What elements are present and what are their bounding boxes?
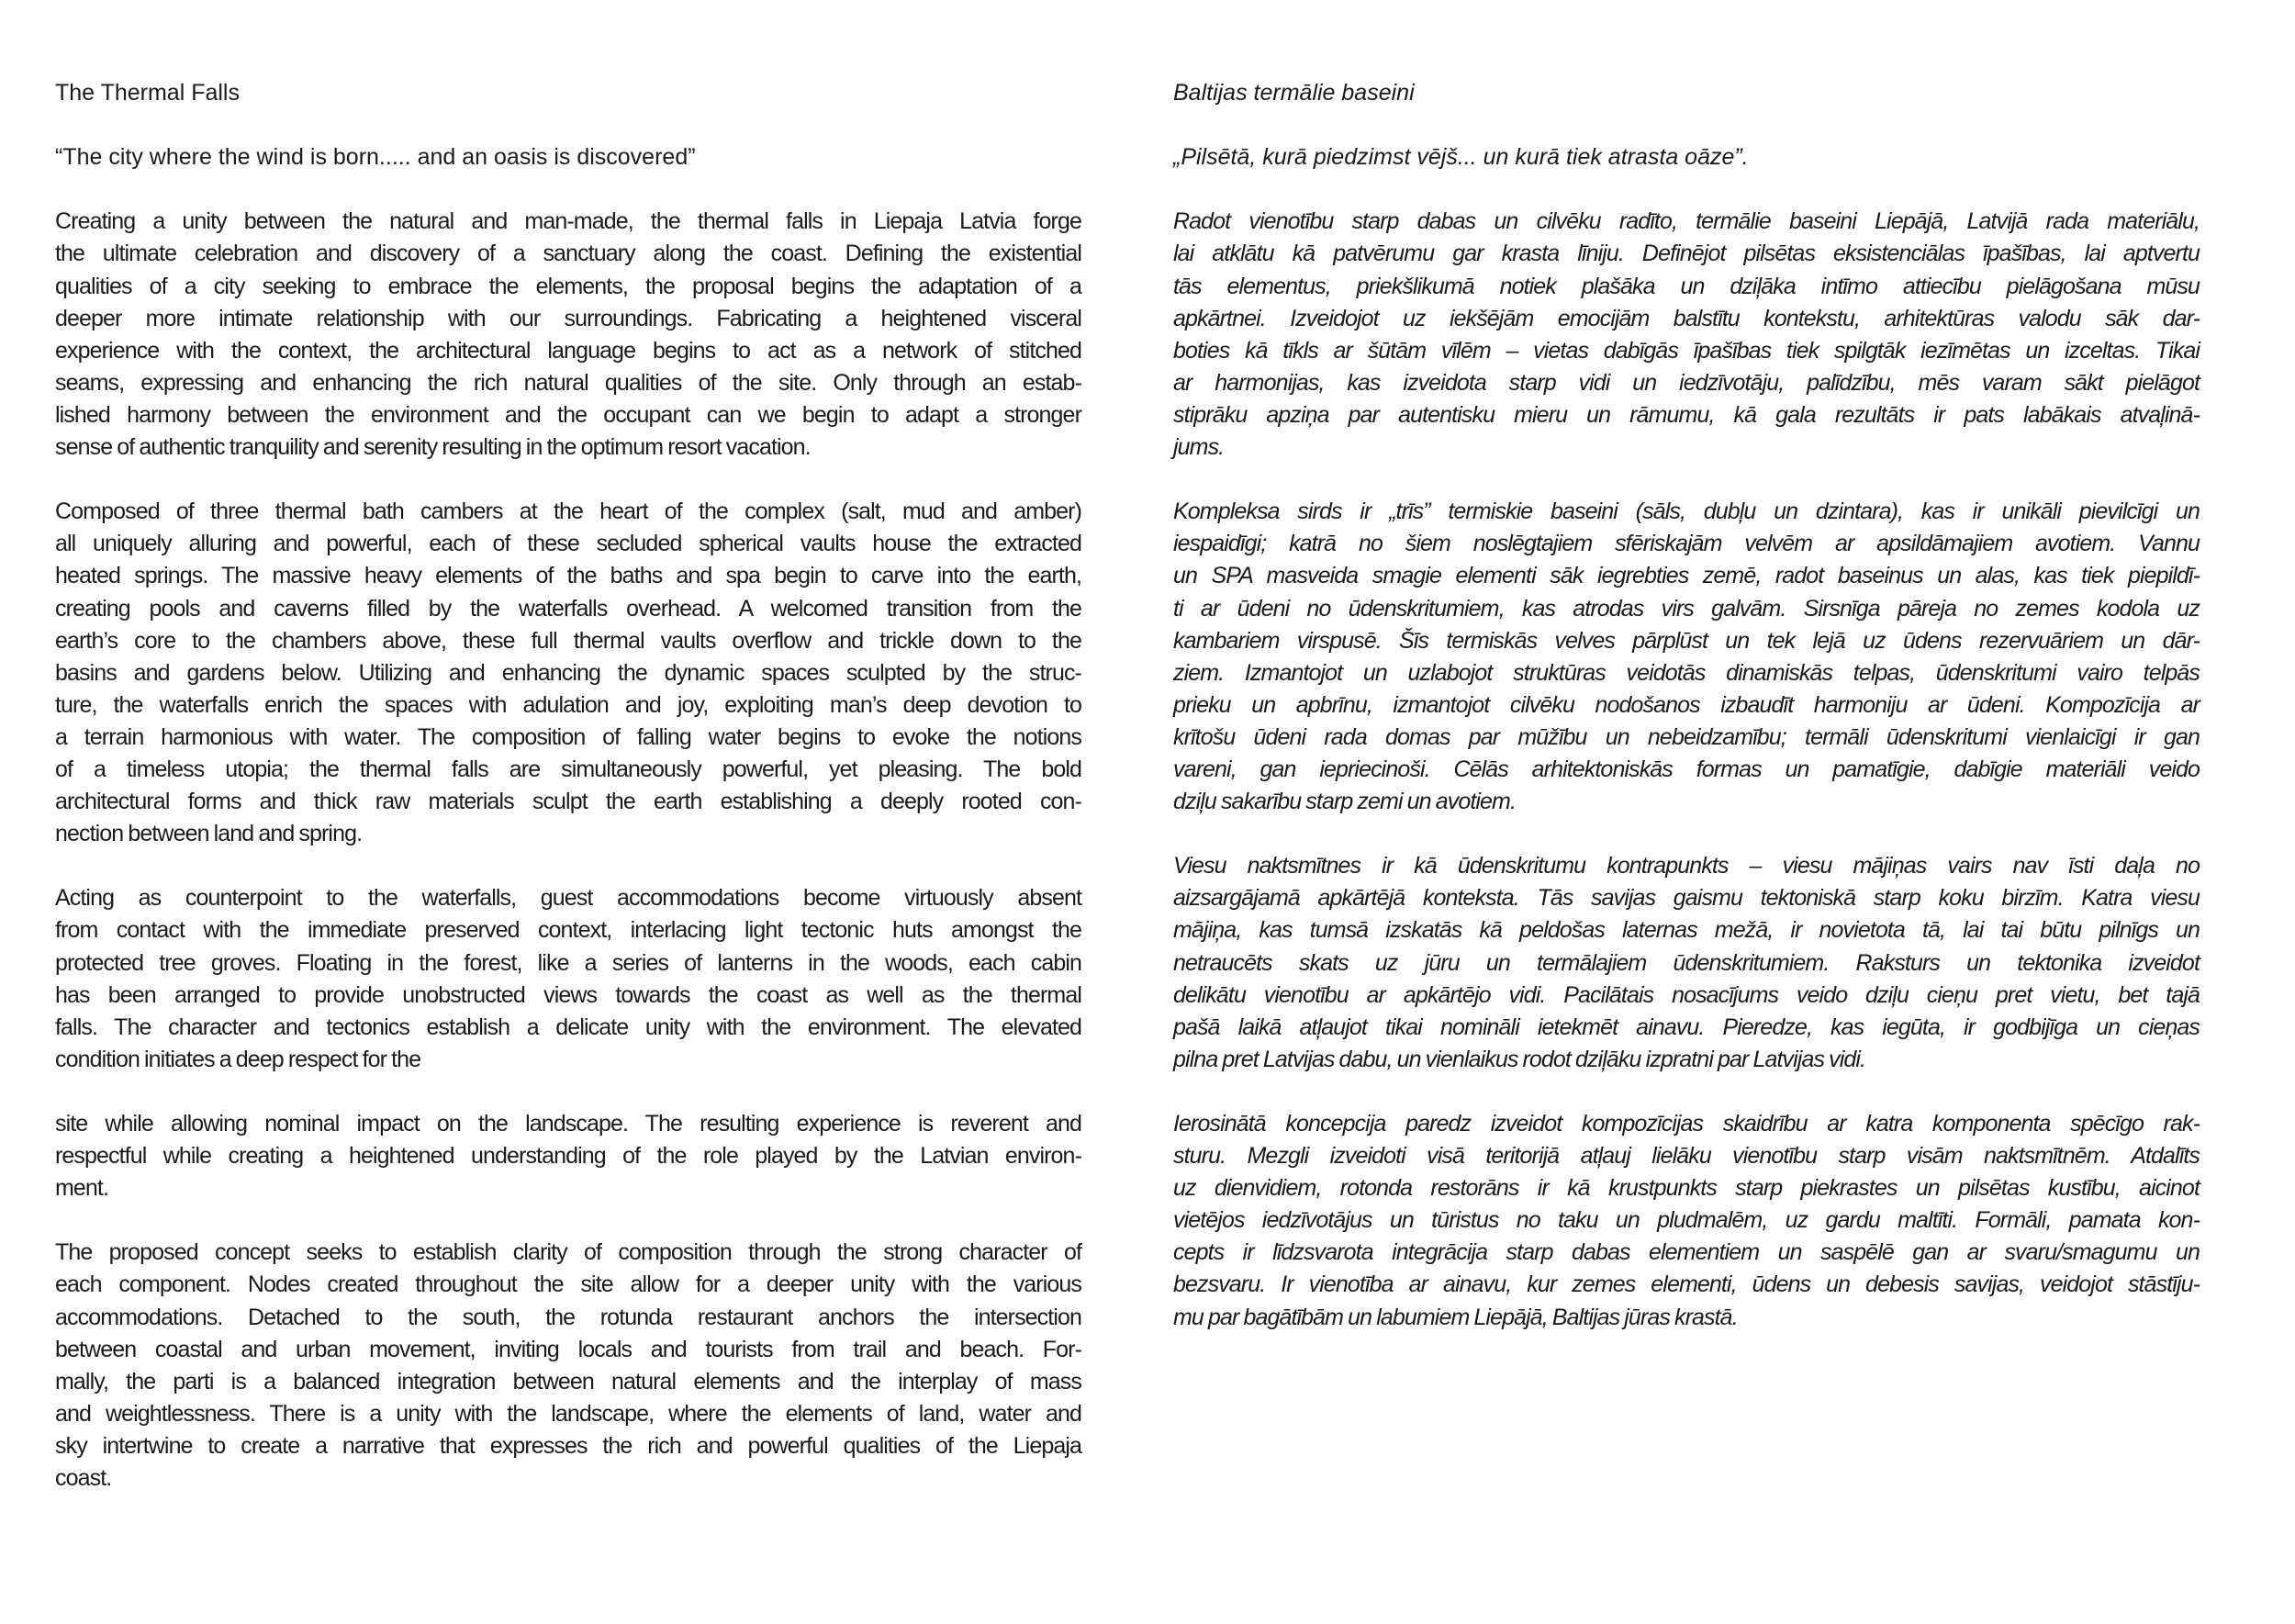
text-line: stiprāku apziņa par autentisku mieru un rāmumu, kā gala rezultāts ir pats labākais atvaļinā- xyxy=(1173,401,2200,428)
text-line: Ierosinātā koncepcija paredz izveidot kompozīcijas skaidrību ar katra komponenta spēcīgo rak- xyxy=(1173,1111,2200,1137)
english-column xyxy=(55,77,1081,1527)
text-line: ar harmonijas, kas izveidota starp vidi un iedzīvotāju, palīdzību, mēs varam sākt pielāgot xyxy=(1173,369,2200,396)
text-line: site while allowing nominal impact on the landscape. The resulting experience is reverent and xyxy=(55,1111,1081,1137)
latvian-paragraph xyxy=(1173,206,2200,464)
text-line: dziļu sakarību starp zemi un avotiem. xyxy=(1173,789,1516,815)
text-line: Viesu naktsmītnes ir kā ūdenskritumu kontrapunkts – viesu mājiņas vairs nav īsti daļa no xyxy=(1173,853,2200,879)
text-line: the ultimate celebration and discovery of a sanctuary along the coast. Defining the existential xyxy=(55,241,1081,267)
english-paragraph xyxy=(55,882,1081,1076)
text-line: tās elementus, priekšlikumā notiek plašāka un dziļāka intīmo attiecību pielāgošana mūsu xyxy=(1173,273,2200,299)
text-line: mājiņa, kas tumsā izskatās kā peldošas laternas mežā, ir novietota tā, lai tai būtu pilnīgs un xyxy=(1173,917,2200,944)
text-line: protected tree groves. Floating in the forest, like a series of lanterns in the woods, each cabin xyxy=(55,949,1081,976)
text-line: a terrain harmonious with water. The composition of falling water begins to evoke the notions xyxy=(55,723,1081,750)
text-line: all uniquely alluring and powerful, each of these secluded spherical vaults house the extracted xyxy=(55,531,1081,557)
text-line: uz dienvidiem, rotonda restorāns ir kā krustpunkts starp piekrastes un pilsētas kustību, aicinot xyxy=(1173,1175,2200,1202)
text-line: basins and gardens below. Utilizing and enhancing the dynamic spaces sculpted by the struc- xyxy=(55,659,1081,686)
text-line: krītošu ūdeni rada domas par mūžību un nebeidzamību; termāli ūdenskritumi vienlaicīgi ir gan xyxy=(1173,723,2200,750)
text-line: Acting as counterpoint to the waterfalls, guest accommodations become virtuously absent xyxy=(55,885,1081,912)
text-line: apkārtnei. Izveidojot uz iekšējām emocijām balstītu kontekstu, arhitektūras valodu sāk dar- xyxy=(1173,305,2200,331)
latvian-column xyxy=(1173,77,2200,1366)
text-line: sky intertwine to create a narrative that expresses the rich and powerful qualities of the Liepaja xyxy=(55,1432,1081,1459)
text-line: ti ar ūdeni no ūdenskritumiem, kas atrodas virs galvām. Sirsnīga pāreja no zemes kodola uz xyxy=(1173,595,2200,622)
document-title: The Thermal Falls xyxy=(55,80,240,106)
text-line: delikātu vienotību ar apkārtējo vidi. Pacilātais nosacījums veido dziļu cieņu pret vietu, bet tajā xyxy=(1173,981,2200,1008)
text-line: from contact with the immediate preserved context, interlacing light tectonic huts amongst the xyxy=(55,917,1081,944)
text-line: Kompleksa sirds ir „trīs” termiskie baseini (sāls, dubļu un dzintara), kas ir unikāli pievilcīgi un xyxy=(1173,498,2200,525)
text-line: kambariem virspusē. Šīs termiskās velves pārplūst un tek lejā uz ūdens rezervuāriem un dār- xyxy=(1173,627,2200,654)
text-line: jums. xyxy=(1173,434,1225,461)
text-line: vareni, gan iepriecinoši. Cēlās arhitektoniskās formas un pamatīgie, dabīgie materiāli veido xyxy=(1173,756,2200,782)
text-line: boties kā tīkls ar šūtām vīlēm – vietas dabīgās īpašības tiek spilgtāk iezīmētas un izceltas. Tikai xyxy=(1173,337,2200,364)
text-line: nection between land and spring. xyxy=(55,821,363,847)
text-line: heated springs. The massive heavy elements of the baths and spa begin to carve into the earth, xyxy=(55,563,1081,589)
text-line: mu par bagātībām un labumiem Liepājā, Baltijas jūras krastā. xyxy=(1173,1304,1738,1330)
text-line: deeper more intimate relationship with our surroundings. Fabricating a heightened visceral xyxy=(55,305,1081,331)
text-line: earth’s core to the chambers above, these full thermal vaults overflow and trickle down to the xyxy=(55,627,1081,654)
document-quote-latvian: „Pilsētā, kurā piedzimst vējš... un kurā tiek atrasta oāze”. xyxy=(1173,144,1749,171)
text-line: vietējos iedzīvotājus un tūristus no taku un pludmalēm, uz gardu maltīti. Formāli, pamata kon- xyxy=(1173,1207,2200,1234)
document-title-latvian: Baltijas termālie baseini xyxy=(1173,80,1415,106)
text-line: qualities of a city seeking to embrace the elements, the proposal begins the adaptation of a xyxy=(55,273,1081,299)
text-line: iespaidīgi; katrā no šiem noslēgtajiem sfēriskajām velvēm ar apsildāmajiem avotiem. Vannu xyxy=(1173,531,2200,557)
text-line: ziem. Izmantojot un uzlabojot struktūras veidotās dinamiskās telpas, ūdenskritumi vairo telpās xyxy=(1173,659,2200,686)
text-line: falls. The character and tectonics establish a delicate unity with the environment. The elevated xyxy=(55,1014,1081,1040)
latvian-paragraph xyxy=(1173,850,2200,1076)
document-quote: “The city where the wind is born..... and an oasis is discovered” xyxy=(55,144,696,171)
text-line: Radot vienotību starp dabas un cilvēku radīto, termālie baseini Liepājā, Latvijā rada materiālu, xyxy=(1173,208,2200,235)
text-line: un SPA masveida smagie elementi sāk iegrebties zemē, radot baseinus un alas, kas tiek piepildī- xyxy=(1173,563,2200,589)
text-line: Creating a unity between the natural and man-made, the thermal falls in Liepaja Latvia forge xyxy=(55,208,1081,235)
text-line: creating pools and caverns filled by the waterfalls overhead. A welcomed transition from the xyxy=(55,595,1081,622)
text-line: accommodations. Detached to the south, the rotunda restaurant anchors the intersection xyxy=(55,1304,1081,1330)
text-line: bezsvaru. Ir vienotība ar ainavu, kur zemes elementi, ūdens un debesis savijas, veidojot stāstīju- xyxy=(1173,1271,2200,1298)
text-line: experience with the context, the architectural language begins to act as a network of stitched xyxy=(55,337,1081,364)
text-line: of a timeless utopia; the thermal falls are simultaneously powerful, yet pleasing. The bold xyxy=(55,756,1081,782)
text-line: sturu. Mezgli izveidoti visā teritorijā atļauj lielāku vienotību starp visām naktsmītnēm. Atdalīts xyxy=(1173,1143,2200,1170)
latvian-body xyxy=(1173,206,2200,1333)
text-line: respectful while creating a heightened understanding of the role played by the Latvian environ- xyxy=(55,1143,1081,1170)
english-body xyxy=(55,206,1081,1495)
english-paragraph xyxy=(55,206,1081,464)
text-line: aizsargājamā apkārtējā konteksta. Tās savijas gaismu tektoniskā starp koku birzīm. Katra viesu xyxy=(1173,885,2200,912)
text-line: coast. xyxy=(55,1465,112,1492)
text-line: pilna pret Latvijas dabu, un vienlaikus rodot dziļāku izpratni par Latvijas vidi. xyxy=(1173,1046,1866,1072)
latvian-paragraph xyxy=(1173,1108,2200,1334)
text-line: architectural forms and thick raw materials sculpt the earth establishing a deeply rooted con- xyxy=(55,789,1081,815)
text-line: between coastal and urban movement, inviting locals and tourists from trail and beach. For- xyxy=(55,1336,1081,1362)
text-line: ture, the waterfalls enrich the spaces with adulation and joy, exploiting man’s deep devotion to xyxy=(55,691,1081,718)
text-line: Composed of three thermal bath cambers at the heart of the complex (salt, mud and amber) xyxy=(55,498,1081,525)
text-line: cepts ir līdzsvarota integrācija starp dabas elementiem un saspēlē gan ar svaru/smagumu un xyxy=(1173,1239,2200,1266)
english-paragraph xyxy=(55,1237,1081,1495)
english-paragraph xyxy=(55,496,1081,850)
latvian-paragraph xyxy=(1173,496,2200,818)
text-line: sense of authentic tranquility and serenity resulting in the optimum resort vacation. xyxy=(55,434,811,461)
text-line: ment. xyxy=(55,1175,109,1202)
text-line: pašā laikā atļaujot tikai nomināli ietekmēt ainavu. Pieredze, kas iegūta, ir godbijīga un cieņas xyxy=(1173,1014,2200,1040)
text-line: netraucēts skats uz jūru un termālajiem ūdenskritumiem. Raksturs un tektonika izveidot xyxy=(1173,949,2200,976)
text-line: lished harmony between the environment and the occupant can we begin to adapt a stronger xyxy=(55,401,1081,428)
text-line: has been arranged to provide unobstructed views towards the coast as well as the thermal xyxy=(55,981,1081,1008)
text-line: and weightlessness. There is a unity with the landscape, where the elements of land, water and xyxy=(55,1400,1081,1427)
text-line: condition initiates a deep respect for the xyxy=(55,1046,421,1072)
text-line: lai atklātu kā patvērumu gar krasta līniju. Definējot pilsētas eksistenciālas īpašības, lai aptvertu xyxy=(1173,241,2200,267)
text-line: mally, the parti is a balanced integration between natural elements and the interplay of mass xyxy=(55,1368,1081,1394)
text-line: The proposed concept seeks to establish clarity of composition through the strong character of xyxy=(55,1239,1081,1266)
text-line: prieku un apbrīnu, izmantojot cilvēku nodošanos izbaudīt harmoniju ar ūdeni. Kompozīcija ar xyxy=(1173,691,2200,718)
text-line: seams, expressing and enhancing the rich natural qualities of the site. Only through an estab- xyxy=(55,369,1081,396)
text-line: each component. Nodes created throughout the site allow for a deeper unity with the various xyxy=(55,1271,1081,1298)
english-paragraph xyxy=(55,1108,1081,1204)
